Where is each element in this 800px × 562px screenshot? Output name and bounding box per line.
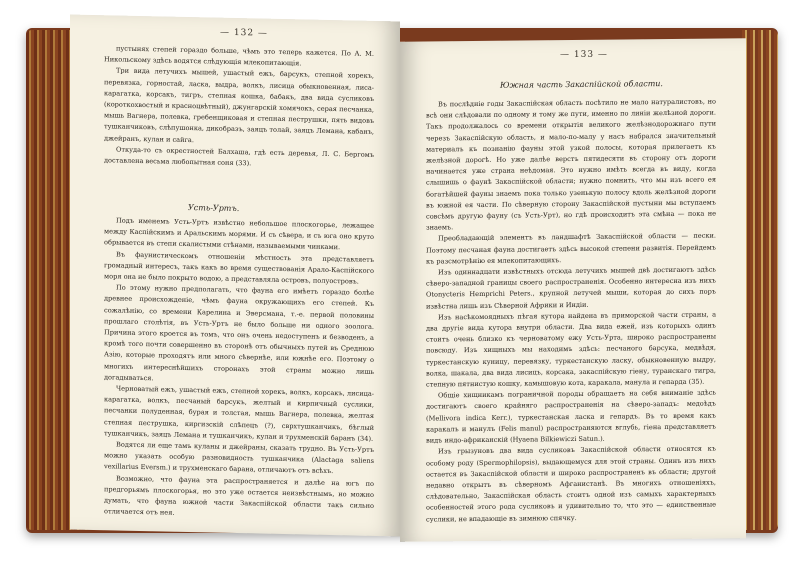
right-paragraph: Общіе хищникамъ пограничной породы обращаетъ на себя вниманіе здѣсь достигаютъ своего крайняго распространенія на сѣверо-западъ: медоѣдъ (Mellivora indica Kerr.), туркестанская ласка и гепардъ. Въ то время какъ каракалъ и манулъ (Felis manul) распространяются вглубь, гіена представляетъ видъ индо-африканскій (Hyaena Bilkiewiczi Satun.). — [426, 388, 716, 445]
right-paragraph: Изъ одиннадцати извѣстныхъ отсюда летучихъ мышей двѣ достигаютъ здѣсь сѣверо-западной границы своего распространенія. Особенно интересна изъ нихъ Otonycteris Hemprichi Peters., крупной летучей мыши, которая до сихъ поръ извѣстна лишь изъ Сѣверной Африки и Индіи. — [426, 265, 716, 311]
left-paragraph: Подъ именемъ Усть-Уртъ извѣстно небольшое плоскогорье, лежащее между Каспійскимъ и Аральскимъ морями. И съ сѣвера, и съ юга оно круто обрывается въ степи скалистыми стѣнами, называемыми чинками. — [104, 216, 374, 252]
left-bottom-text — [104, 215, 374, 523]
open-book — [26, 18, 778, 538]
left-paragraph: Въ фаунистическомъ отношеніи мѣстность эта представляетъ громадный интересъ, такъ какъ во время существованія Арало-Каспійского моря она не было покрыто водою, а представляла островъ, полуостровъ. — [104, 250, 374, 286]
left-page — [70, 15, 400, 537]
left-paragraph: По этому нужно предполагать, что фауна его имѣетъ гораздо болѣе древнее происхожденіе, чѣмъ фауна окружающихъ его степей. Къ сожалѣнію, со времени Карелина и Эверсмана, т.-е. первой половины прошлаго столѣтія, въ Усть-Уртъ не было больше ни одного зоолога. Причина этого кроется въ томъ, что онъ очень недоступенъ и безводенъ, а кромѣ того почти совершенно въ сторонѣ отъ обычныхъ путей въ Среднюю Азію, которые проходятъ или много сѣвернѣе, или южнѣе его. Поэтому о многихъ интереснѣйшихъ сторонахъ этой страны можно лишь догадываться. — [104, 283, 374, 383]
right-text — [426, 97, 716, 526]
section-title: Усть-Уртъ. — [188, 203, 240, 214]
running-head: Южная часть Закаспійской области. — [500, 79, 663, 90]
right-paragraph: Преобладающій элементъ въ ландшафтѣ Закаспійской области — пески. Поэтому песчаная фауна достигаетъ здѣсь высокой степени развитія. Перейдемъ къ разсмотрѣнію ея млекопитающихъ. — [426, 231, 716, 266]
left-paragraph: Водятся ли еще тамъ куланы и джейраны, сказать трудно. Въ Усть-Уртъ можно указать особую разновидность тушканчика (Alactaga saliens vexillarius Eversm.) и трухменскаго барана, отличаютъ отъ всѣхъ. — [104, 440, 374, 476]
right-paragraph: Изъ насѣкомоядныхъ пѣгая кутора найдена въ приморской части страны, а два другіе вида кутора внутри области. Два вида ежей, изъ которыхъ одинъ стоитъ очень близко къ черноватому ежу Усть-Урта, широко распространены повсюду. Изъ хищныхъ мы находимъ здѣсь: песчаного барсука, медвѣдя, туркестанскую куницу, перевязку, туркестанскую ласку, обыкновенную выдру, волка, шакала, два вида лисицъ, корсака, закаспійскую гіену, туранскаго тигра, степную пятнистую кошку, камышовую кота, каракала, манула и гепарда (35). — [426, 310, 716, 389]
right-paragraph: Изъ грызуновъ два вида сусликовъ Закаспійской области относятся къ особому роду (Spermophilopsis), выдающемуся для этой страны. Одинъ изъ нихъ остается въ Закаспійской области и широко распространенъ въ области; другой недавно открытъ въ сѣверномъ Афганистанѣ. Въ многихъ отношеніяхъ, слѣдовательно, Закаспійская область стоитъ одной изъ самыхъ характерныхъ особенностей этого рода сусликовъ и удивительно то, что это — единственные суслики, не впадающіе въ зимнюю спячку. — [426, 444, 716, 524]
right-page — [400, 38, 746, 542]
left-top-text — [104, 43, 374, 172]
left-paragraph: Черноватый ежъ, ушастый ежъ, степной хорекъ, волкъ, корсакъ, лисица-карагатка, волкъ, песчаный барсукъ, желтый и кирпичный суслики, песчанки полуденная, бурая и толстая, мышь Вагнера, полевка, желтая степная пеструшка, киргизскій слѣпецъ (?), сврхтушканчикъ, бѣглый тушканчикъ, заяцъ Лемана и тушканчикъ, кулан и трухменскій баранъ (34). — [104, 384, 374, 443]
right-page-number: — 133 — — [560, 49, 608, 61]
left-paragraph: пустынях степей гораздо больше, чѣмъ это теперь кажется. По А. М. Никольскому здѣсь водятся слѣдующія млекопитающія. — [104, 44, 374, 68]
left-paragraph: Возможно, что фауна эта распространяется и далѣе на югъ по предгорьямъ плоскогорья, но это уже остается неизвѣстнымъ, но можно думать, что фауна южной части Закаспійской области такъ сильно отличается отъ нея. — [104, 474, 374, 518]
left-paragraph: Три вида летучихъ мышей, ушастый ежъ, барсукъ, степной хорекъ, перевязка, горностай, ласка, выдра, волкъ, лисица обыкновенная, лиса-карагатка, корсакъ, тигръ, степная кошка, бабакъ, два вида сусликовъ (короткохвостый и красноцвѣтный), джунгарскій хомячокъ, серая песчанка, мышь Вагнера, полевка, гребенщиковая и степная пеструшки, пять видовъ тушканчиковъ, слѣпушонка, дикобразъ, заяцъ толай, заяцъ Лемана, кабанъ, джейранъ, кулан и сайга. — [104, 66, 374, 144]
left-paragraph: Откуда-то съ окрестностей Балхаша, гдѣ есть деревья, Л. С. Бергомъ доставлена весьма любопытная соня (33). — [104, 145, 374, 168]
right-paragraph: Въ послѣдніе годы Закаспійская область посѣтило не мало натуралистовъ, но всѣ они слѣдовали по одному и тому же пути, именно по линіи желѣзной дороги. Такъ продолжалось со времени открытія великого желѣзнодорожнаго пути черезъ Закаспійскую область, и мало-по-малу у насъ набрался значительный материалъ къ познанію фауны этой узкой полосы, которая прилегаетъ къ желѣзной дорогѣ. Но уже далѣе верстъ пятидесяти въ сторону отъ дороги начинается уже страна неѣдомая. Это нужно имѣть всегда въ виду, когда слышишь о фаунѣ Закаспійской области; нужно помнить, что мы изъ всего ея богатѣйшей фауны знаемъ пока только узенькую полосу вдоль желѣзной дороги въ южной ея части. По сѣверную сторону Закаспійской пустыни мы вступаемъ совсѣмъ другую фауну (съ Усть-Урт), но гдѣ происходитъ эта смѣна — пока не знаемъ. — [426, 97, 716, 232]
left-page-number: — 132 — — [220, 27, 268, 39]
right-page-edges — [742, 30, 778, 530]
